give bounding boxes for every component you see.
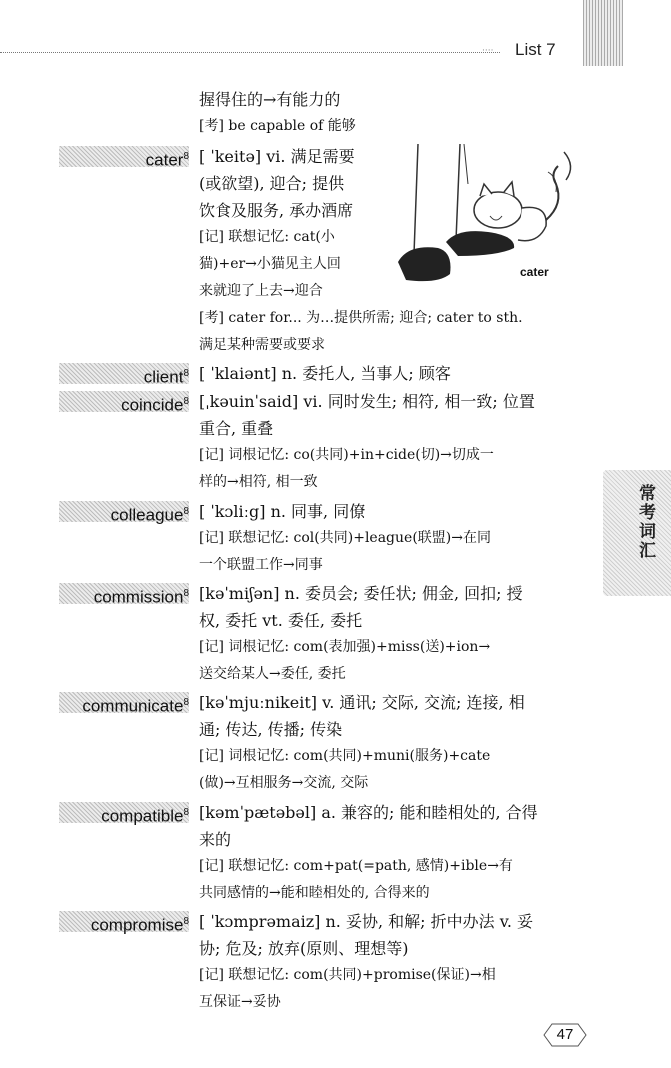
entry-line: [ ˈkeitə] vi. 满足需要: [199, 147, 355, 166]
corner-pattern: [583, 0, 623, 66]
entry-colleague: [199, 498, 591, 579]
entry-line: [考] cater for... 为…提供所需; 迎合; cater to sth.: [199, 310, 523, 326]
entry-line: 送交给某人→委任, 委托: [199, 666, 346, 682]
headword-coincide: coincide$^8$: [109, 388, 189, 415]
headword-compromise: compromise$^8$: [79, 908, 189, 935]
side-tab-text: 常考词汇: [635, 484, 655, 560]
entry-line: 样的→相符, 相一致: [199, 474, 318, 490]
headword-cater: cater$^8$: [134, 143, 189, 170]
entry-line: 来就迎了上去→迎合: [199, 283, 323, 299]
entry-coincide: [199, 388, 591, 496]
entry-line: 一个联盟工作→同事: [199, 557, 323, 573]
entry-communicate: [199, 689, 591, 797]
entry-line: 重合, 重叠: [199, 419, 274, 438]
cat-illustration: [398, 144, 588, 290]
entry-line: 共同感情的→能和睦相处的, 合得来的: [199, 885, 430, 901]
page-number: 47: [556, 1026, 574, 1043]
continuation-block: [199, 86, 591, 140]
entry-line: 满足某种需要或要求: [199, 337, 325, 353]
entry-line: [记] 词根记忆: com(表加强)+miss(送)+ion→: [199, 639, 491, 655]
entry-line: (做)→互相服务→交流, 交际: [199, 775, 369, 791]
entry-line: [记] 联想记忆: col(共同)+league(联盟)→在同: [199, 530, 491, 546]
headword-compatible: compatible$^8$: [89, 799, 189, 826]
entry-line: [记] 词根记忆: co(共同)+in+cide(切)→切成一: [199, 447, 494, 463]
entry-line: 猫)+er→小猫见主人回: [199, 256, 341, 272]
entry-compromise: [199, 908, 591, 1016]
headword-colleague: colleague$^8$: [99, 498, 189, 525]
entry-line: [ˌkəuinˈsaid] vi. 同时发生; 相符, 相一致; 位置: [199, 392, 535, 411]
headword-communicate: communicate$^8$: [70, 689, 189, 716]
entry-line: [ ˈkɔliːg] n. 同事, 同僚: [199, 502, 366, 521]
entry-line: 权, 委托 vt. 委任, 委托: [199, 611, 363, 630]
entry-line: [记] 联想记忆: com+pat(=path, 感情)+ible→有: [199, 858, 513, 874]
entry-line: 饮食及服务, 承办酒席: [199, 201, 354, 220]
entry-line: 互保证→妥协: [199, 994, 281, 1010]
entry-line: [ ˈkɔmprəmaiz] n. 妥协, 和解; 折中办法 v. 妥: [199, 912, 534, 931]
headword-commission: commission$^8$: [82, 580, 189, 607]
list-label: List 7: [515, 40, 556, 59]
headword-client: client$^8$: [132, 360, 189, 387]
header-rule: [0, 52, 500, 53]
entry-line: [记] 联想记忆: cat(小: [199, 229, 335, 245]
entry-line: [记] 联想记忆: com(共同)+promise(保证)→相: [199, 967, 496, 983]
entry-line: [ ˈklaiənt] n. 委托人, 当事人; 顾客: [199, 364, 451, 383]
entry-line: 通; 传达, 传播; 传染: [199, 720, 343, 739]
continuation-line: 握得住的→有能力的: [199, 90, 341, 109]
entry-line: [kəmˈpætəbəl] a. 兼容的; 能和睦相处的, 合得: [199, 803, 538, 822]
entry-compatible: [199, 799, 591, 907]
entry-line: (或欲望), 迎合; 提供: [199, 174, 345, 193]
entry-client: [199, 360, 591, 387]
entry-line: 来的: [199, 830, 232, 849]
entry-line: [kəˈmiʃən] n. 委员会; 委任状; 佣金, 回扣; 授: [199, 584, 523, 603]
entry-commission: [199, 580, 591, 688]
entry-line: 协; 危及; 放弃(原则、理想等): [199, 939, 409, 958]
illustration-caption: cater: [520, 265, 549, 279]
entry-line: [记] 词根记忆: com(共同)+muni(服务)+cate: [199, 748, 491, 764]
continuation-line: [考] be capable of 能够: [199, 118, 356, 134]
side-tab: [603, 470, 671, 596]
entry-line: [kəˈmjuːnikeit] v. 通讯; 交际, 交流; 连接, 相: [199, 693, 525, 712]
header-dots: ····: [482, 46, 494, 56]
